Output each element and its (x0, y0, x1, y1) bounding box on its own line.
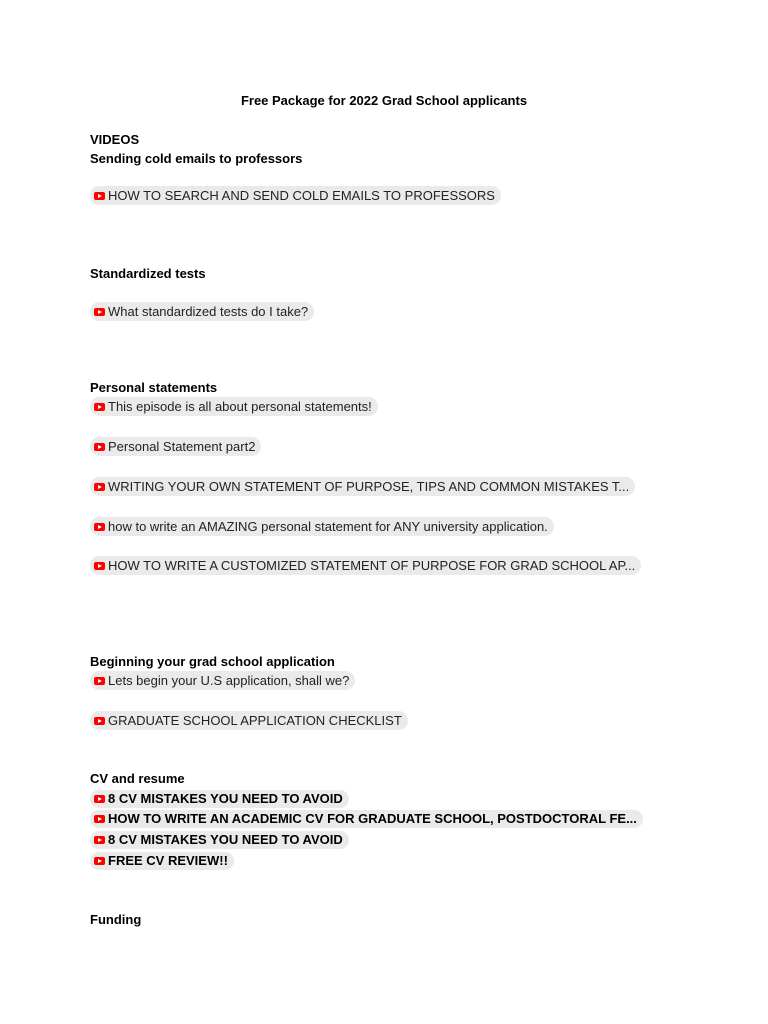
video-link-label: FREE CV REVIEW!! (108, 853, 228, 868)
video-link-application-2[interactable] (90, 711, 408, 730)
youtube-play-icon (94, 857, 105, 865)
youtube-play-icon (94, 443, 105, 451)
youtube-play-icon (94, 192, 105, 200)
video-link-personal-statements-3[interactable] (90, 477, 635, 496)
youtube-play-icon (94, 677, 105, 685)
video-link-label: HOW TO SEARCH AND SEND COLD EMAILS TO PROFESSORS (108, 188, 495, 203)
youtube-play-icon (94, 523, 105, 531)
video-link-cv-2[interactable] (90, 810, 643, 828)
video-link-label: 8 CV MISTAKES YOU NEED TO AVOID (108, 832, 343, 847)
youtube-play-icon (94, 308, 105, 316)
video-link-cv-3[interactable] (90, 831, 349, 849)
video-link-personal-statements-2[interactable] (90, 437, 261, 456)
section-heading-cv-resume: CV and resume (90, 771, 185, 786)
video-link-label: What standardized tests do I take? (108, 304, 309, 319)
video-link-cv-1[interactable] (90, 790, 349, 808)
video-link-label: how to write an AMAZING personal statement for ANY university application. (108, 519, 548, 534)
video-link-label: WRITING YOUR OWN STATEMENT OF PURPOSE, TIPS AND COMMON MISTAKES T... (108, 479, 630, 494)
video-link-cv-4[interactable] (90, 852, 234, 870)
section-heading-application: Beginning your grad school application (90, 654, 335, 669)
video-link-standardized-tests[interactable] (90, 302, 314, 321)
video-link-label: HOW TO WRITE AN ACADEMIC CV FOR GRADUATE SCHOOL, POSTDOCTORAL FE... (108, 811, 637, 826)
video-link-application-1[interactable] (90, 671, 355, 690)
section-heading-cold-emails: Sending cold emails to professors (90, 151, 303, 166)
youtube-play-icon (94, 483, 105, 491)
video-link-label: HOW TO WRITE A CUSTOMIZED STATEMENT OF PURPOSE FOR GRAD SCHOOL AP... (108, 558, 636, 573)
video-link-personal-statements-1[interactable] (90, 397, 378, 416)
video-link-label: Lets begin your U.S application, shall we? (108, 673, 350, 688)
youtube-play-icon (94, 836, 105, 844)
youtube-play-icon (94, 562, 105, 570)
section-heading-personal-statements: Personal statements (90, 380, 218, 395)
video-link-label: GRADUATE SCHOOL APPLICATION CHECKLIST (108, 713, 402, 728)
youtube-play-icon (94, 403, 105, 411)
youtube-play-icon (94, 815, 105, 823)
video-link-label: Personal Statement part2 (108, 439, 256, 454)
video-link-label: This episode is all about personal statements! (108, 399, 372, 414)
youtube-play-icon (94, 717, 105, 725)
videos-label: VIDEOS (90, 132, 140, 147)
page-title: Free Package for 2022 Grad School applicants (240, 93, 528, 108)
video-link-cold-emails[interactable] (90, 186, 501, 205)
section-heading-standardized-tests: Standardized tests (90, 266, 206, 281)
youtube-play-icon (94, 795, 105, 803)
video-link-label: 8 CV MISTAKES YOU NEED TO AVOID (108, 791, 343, 806)
section-heading-funding: Funding (90, 912, 142, 927)
video-link-personal-statements-4[interactable] (90, 517, 554, 536)
video-link-personal-statements-5[interactable] (90, 556, 641, 575)
